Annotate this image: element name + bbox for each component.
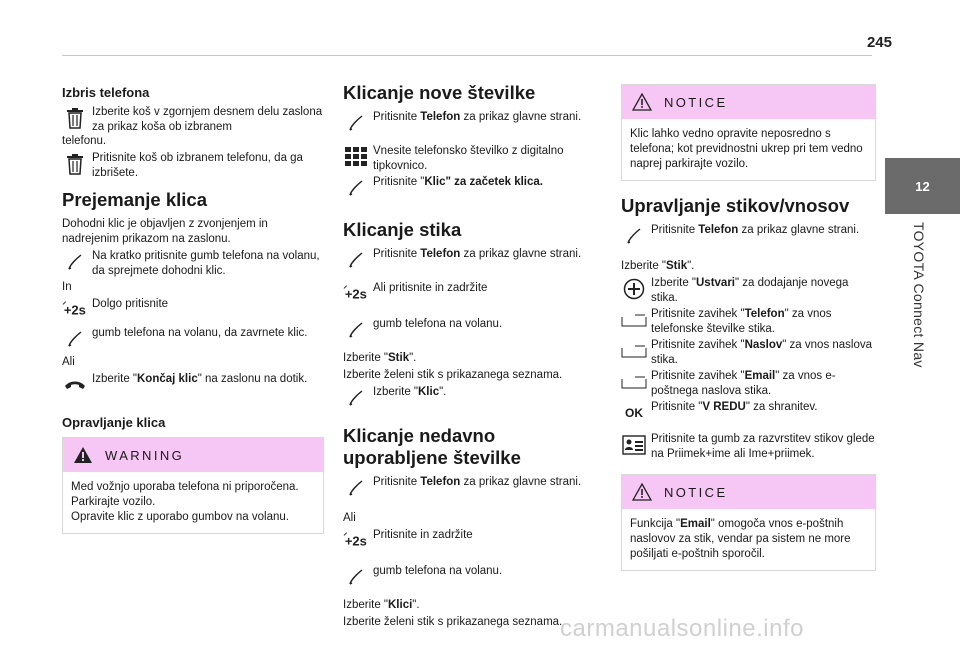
contact-text-2: Ali pritisnite in zadržite <box>373 282 488 294</box>
contact-text-6: Izberite "Klic". <box>373 386 447 398</box>
pen-icon <box>343 315 369 345</box>
warning-body <box>63 472 323 533</box>
input-field-icon <box>621 336 647 366</box>
c-text-8: Pritisnite ta gumb za razvrstitev stikov glede na Priimek+ime ali Ime+priimek. <box>651 433 875 460</box>
step-c-7 <box>621 400 876 428</box>
notice-label-2: NOTICE <box>664 484 728 500</box>
heading-manage-call: Opravljanje klica <box>62 415 166 430</box>
step-delete-1 <box>62 105 324 135</box>
keypad-icon <box>343 142 369 172</box>
step-receive-4 <box>62 372 324 400</box>
ok-icon: OK <box>625 405 643 420</box>
heading-recent-number: Klicanje nedavno uporabljene številke <box>343 425 521 468</box>
step-c-5 <box>621 338 876 368</box>
c-text-7: Pritisnite "V REDU" za shranitev. <box>651 401 818 413</box>
input-field-icon <box>621 367 647 397</box>
step-recent-2 <box>343 528 605 556</box>
c-text-2: Izberite "Stik". <box>621 260 695 272</box>
pen-icon <box>343 108 369 138</box>
notice-triangle-icon <box>632 483 652 501</box>
delete-text-1: Izberite koš v zgornjem desnem delu zaslona za prikaz koša ob izbranem <box>92 106 323 133</box>
delete-text-2: Pritisnite koš ob izbranem telefonu, da ga izbrišete. <box>92 152 303 179</box>
warning-header <box>63 438 323 472</box>
step-new-3 <box>343 175 605 203</box>
notice-box-1 <box>621 84 876 181</box>
notice-header-1 <box>622 85 875 119</box>
page-number: 245 <box>866 34 892 51</box>
recent-text-3: gumb telefona na volanu. <box>373 565 503 577</box>
notice-body-2: Funkcija "Email" omogoča vnos e-poštnih naslovov za stik, vendar pa sistem ne more pošiljati e-poštnih sporočil. <box>630 518 851 560</box>
svg-text:+2s: +2s <box>344 533 367 549</box>
c-text-5: Pritisnite zavihek "Naslov" za vnos naslova stika. <box>651 339 873 366</box>
recent-text-5: Izberite želeni stik s prikazanega seznama. <box>343 616 563 628</box>
column-1 <box>62 80 324 542</box>
watermark: carmanualsonline.info <box>560 615 804 642</box>
step-delete-2 <box>62 151 324 181</box>
pen-icon <box>343 473 369 503</box>
step-contact-1 <box>343 247 605 275</box>
contact-text-4: Izberite "Stik". <box>343 352 417 364</box>
heading-delete-phone: Izbris telefona <box>62 85 150 100</box>
step-receive-3 <box>62 326 324 354</box>
step-new-1 <box>343 110 605 138</box>
contact-text-5: Izberite želeni stik s prikazanega seznama. <box>343 369 563 381</box>
step-new-2 <box>343 144 605 174</box>
contact-text-1: Pritisnite Telefon za prikaz glavne strani. <box>373 248 582 260</box>
chapter-number-tab: 12 <box>885 158 960 214</box>
chapter-title: TOYOTA Connect Nav <box>911 222 927 368</box>
new-text-1: Pritisnite Telefon za prikaz glavne strani. <box>373 111 582 123</box>
notice-body-1: Klic lahko vedno opravite neposredno s telefona; kot previdnostni ukrep pri tem vedno naprej parkirajte vozilo. <box>630 128 863 170</box>
recent-text-1: Pritisnite Telefon za prikaz glavne strani. <box>373 476 582 488</box>
warning-text-3: Opravite klic z uporabo gumbov na volanu. <box>71 511 289 523</box>
or-text-recent: Ali <box>343 512 356 524</box>
heading-new-number: Klicanje nove številke <box>343 82 536 103</box>
warning-text-2: Parkirajte vozilo. <box>71 496 156 508</box>
new-text-3: Pritisnite "Klic" za začetek klica. <box>373 176 543 188</box>
header-rule <box>62 55 872 56</box>
or-text-1: In <box>62 281 72 293</box>
warning-box <box>62 437 324 534</box>
pen-icon <box>343 383 369 413</box>
receive-text-4: Izberite "Končaj klic" na zaslonu na dotik. <box>92 373 308 385</box>
step-c-1 <box>621 223 876 251</box>
svg-text:+2s: +2s <box>63 302 86 318</box>
pen-icon <box>343 562 369 592</box>
pen-icon <box>343 245 369 275</box>
warning-triangle-icon <box>73 446 93 464</box>
pen-icon <box>621 221 647 251</box>
trash-icon <box>62 103 88 133</box>
hang-up-icon <box>62 370 88 400</box>
step-c-6 <box>621 369 876 399</box>
notice-triangle-icon <box>632 93 652 111</box>
input-field-icon <box>621 305 647 335</box>
notice-box-2 <box>621 474 876 571</box>
step-c-3 <box>621 276 876 306</box>
warning-text-1: Med vožnjo uporaba telefona ni priporočena. <box>71 481 299 493</box>
receive-text-3: gumb telefona na volanu, da zavrnete klic. <box>92 327 308 339</box>
column-3 <box>621 84 876 579</box>
notice-label-1: NOTICE <box>664 94 728 110</box>
pen-icon <box>62 324 88 354</box>
pen-icon <box>343 173 369 203</box>
step-contact-6 <box>343 385 605 413</box>
trash-icon <box>62 149 88 179</box>
add-circle-icon <box>621 274 647 304</box>
c-text-3: Izberite "Ustvari" za dodajanje novega stika. <box>651 277 849 304</box>
receive-text-1: Na kratko pritisnite gumb telefona na volanu, da sprejmete dohodni klic. <box>92 250 320 277</box>
receive-intro: Dohodni klic je objavljen z zvonjenjem in nadrejenim prikazom na zaslonu. <box>62 218 268 245</box>
step-contact-2 <box>343 281 605 309</box>
or-text-2: Ali <box>62 356 75 368</box>
pen-icon <box>62 247 88 277</box>
notice-header-2 <box>622 475 875 509</box>
delete-text-1b: telefonu. <box>62 135 107 147</box>
recent-text-4: Izberite "Klici". <box>343 599 420 611</box>
sort-contacts-icon <box>621 430 647 460</box>
two-seconds-icon <box>62 295 88 325</box>
step-recent-3 <box>343 564 605 592</box>
c-text-6: Pritisnite zavihek "Email" za vnos e-poštnega naslova stika. <box>651 370 836 397</box>
svg-text:+2s: +2s <box>344 286 367 302</box>
heading-receive-call: Prejemanje klica <box>62 189 208 210</box>
step-c-8 <box>621 432 876 462</box>
two-seconds-icon <box>343 279 369 309</box>
c-text-1: Pritisnite Telefon za prikaz glavne strani. <box>651 224 860 236</box>
receive-text-2: Dolgo pritisnite <box>92 298 169 310</box>
step-receive-1 <box>62 249 324 279</box>
contact-text-3: gumb telefona na volanu. <box>373 318 503 330</box>
new-text-2: Vnesite telefonsko številko z digitalno tipkovnico. <box>373 145 564 172</box>
c-text-4: Pritisnite zavihek "Telefon" za vnos telefonske številke stika. <box>651 308 832 335</box>
heading-call-contact: Klicanje stika <box>343 219 462 240</box>
recent-text-2: Pritisnite in zadržite <box>373 529 473 541</box>
warning-label: WARNING <box>105 447 185 463</box>
step-contact-3 <box>343 317 605 345</box>
heading-manage-contacts: Upravljanje stikov/vnosov <box>621 195 850 216</box>
two-seconds-icon <box>343 526 369 556</box>
step-receive-2 <box>62 297 324 325</box>
column-2 <box>343 80 605 632</box>
step-recent-1 <box>343 475 605 503</box>
step-c-4 <box>621 307 876 337</box>
